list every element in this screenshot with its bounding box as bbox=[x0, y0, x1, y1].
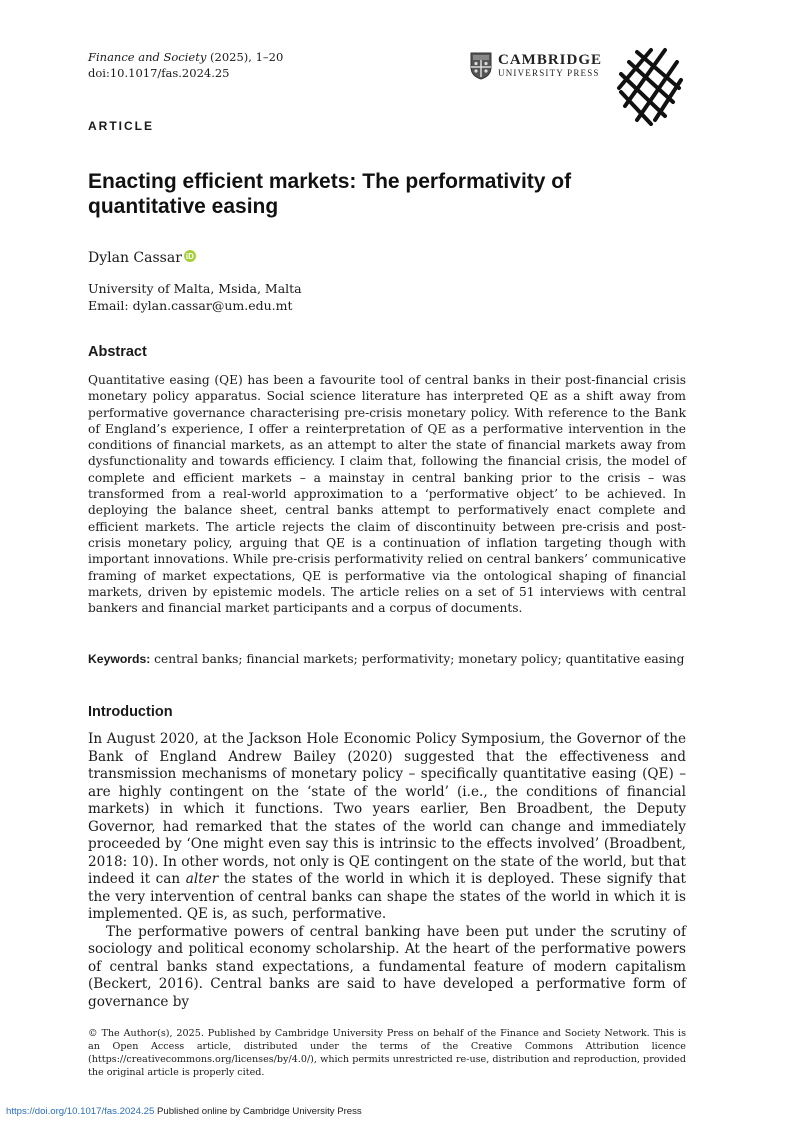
keywords-label: Keywords: bbox=[88, 652, 151, 666]
affiliation-institution: University of Malta, Msida, Malta bbox=[88, 281, 302, 296]
article-doi: doi:10.1017/fas.2024.25 bbox=[88, 66, 230, 80]
emphasis-alter: alter bbox=[185, 871, 219, 887]
page-footer bbox=[6, 1106, 362, 1117]
cambridge-university-press-logo bbox=[470, 50, 610, 82]
publisher-name: CAMBRIDGE bbox=[498, 52, 603, 68]
author-affiliation bbox=[88, 280, 302, 314]
abstract-text: Quantitative easing (QE) has been a favourite tool of central banks in their post-financial crisis monetary policy apparatus. Social science literature has interpreted QE as a shift away from performative governance characterising pre-crisis monetary policy. With reference to the Bank of England’s experience, I offer a reinterpretation of QE as a performative intervention in the conditions of financial markets, as an attempt to alter the state of financial markets away from dysfunctionality and towards efficiency. I claim that, following the financial crisis, the model of complete and efficient markets – a mainstay in central banking prior to the crisis – was transformed from a real-world approximation to a ‘performative object’ to be achieved. In deploying the balance sheet, central banks attempt to performatively enact complete and efficient markets. The article rejects the claim of discontinuity between pre-crisis and post-crisis monetary policy, arguing that QE is a continuation of inflation targeting though with important innovations. While pre-crisis performativity relied on central bankers’ communicative framing of market expectations, QE is performative via the ontological shaping of financial markets, driven by epistemic models. The article relies on a set of 51 interviews with central bankers and financial market participants and a corpus of documents. bbox=[88, 373, 686, 616]
keywords bbox=[88, 651, 698, 667]
article-type-label: ARTICLE bbox=[88, 119, 154, 133]
introduction-body bbox=[88, 731, 686, 1011]
introduction-paragraph-2: The performative powers of central banking have been put under the scrutiny of sociology and political economy scholarship. At the heart of the performative powers of central banks stand expectations, a fundamental feature of modern capitalism (Beckert, 2016). Central banks are said to have developed a performative form of governance by bbox=[88, 923, 686, 1010]
introduction-heading: Introduction bbox=[88, 704, 173, 720]
journal-citation bbox=[88, 50, 283, 65]
introduction-paragraph-1 bbox=[88, 731, 686, 924]
orcid-icon[interactable]: iD bbox=[185, 251, 194, 261]
author-line bbox=[88, 250, 196, 266]
publisher-subname: UNIVERSITY PRESS bbox=[498, 68, 600, 78]
cambridge-shield-icon bbox=[470, 52, 492, 80]
footer-published-text: Published online by Cambridge University Press bbox=[154, 1106, 362, 1117]
journal-name: Finance and Society bbox=[88, 50, 207, 64]
paragraph-text: the states of the world in which it is deployed. These signify that the very intervention of central banks can shape the states of the world in which it is implemented. QE is, as such, performative. bbox=[88, 871, 687, 922]
author-name: Dylan Cassar bbox=[88, 250, 182, 266]
author-email[interactable]: Email: dylan.cassar@um.edu.mt bbox=[88, 298, 293, 313]
abstract-heading: Abstract bbox=[88, 344, 147, 360]
finance-and-society-logo-icon bbox=[615, 44, 687, 128]
article-title: Enacting efficient markets: The performativity of quantitative easing bbox=[88, 170, 572, 218]
keywords-list: central banks; financial markets; performativity; monetary policy; quantitative easing bbox=[150, 652, 685, 666]
footer-doi-link[interactable]: https://doi.org/10.1017/fas.2024.25 bbox=[6, 1106, 155, 1117]
license-notice: © The Author(s), 2025. Published by Cambridge University Press on behalf of the Finance and Society Network. This is an Open Access article, distributed under the terms of the Creative Commons Attribution licence (https://creativecommons.org/licenses/by/4.0/), which permits unrestricted re-use, distribution and reproduction, provided the original article is properly cited. bbox=[88, 1028, 686, 1078]
paragraph-text: In August 2020, at the Jackson Hole Economic Policy Symposium, the Governor of the Bank of England Andrew Bailey (2020) suggested that the effectiveness and transmission mechanisms of monetary policy – specifically quantitative easing (QE) – are highly contingent on the ‘state of the world’ (i.e., the conditions of financial markets) in which it functions. Two years earlier, Ben Broadbent, the Deputy Governor, had remarked that the states of the world can change and immediately proceeded by ‘One might even say this is intrinsic to the effects involved’ (Broadbent, 2018: 10). In other words, not only is QE contingent on the state of the world, but that indeed it can bbox=[88, 731, 686, 887]
journal-volume: (2025), 1–20 bbox=[206, 50, 284, 64]
